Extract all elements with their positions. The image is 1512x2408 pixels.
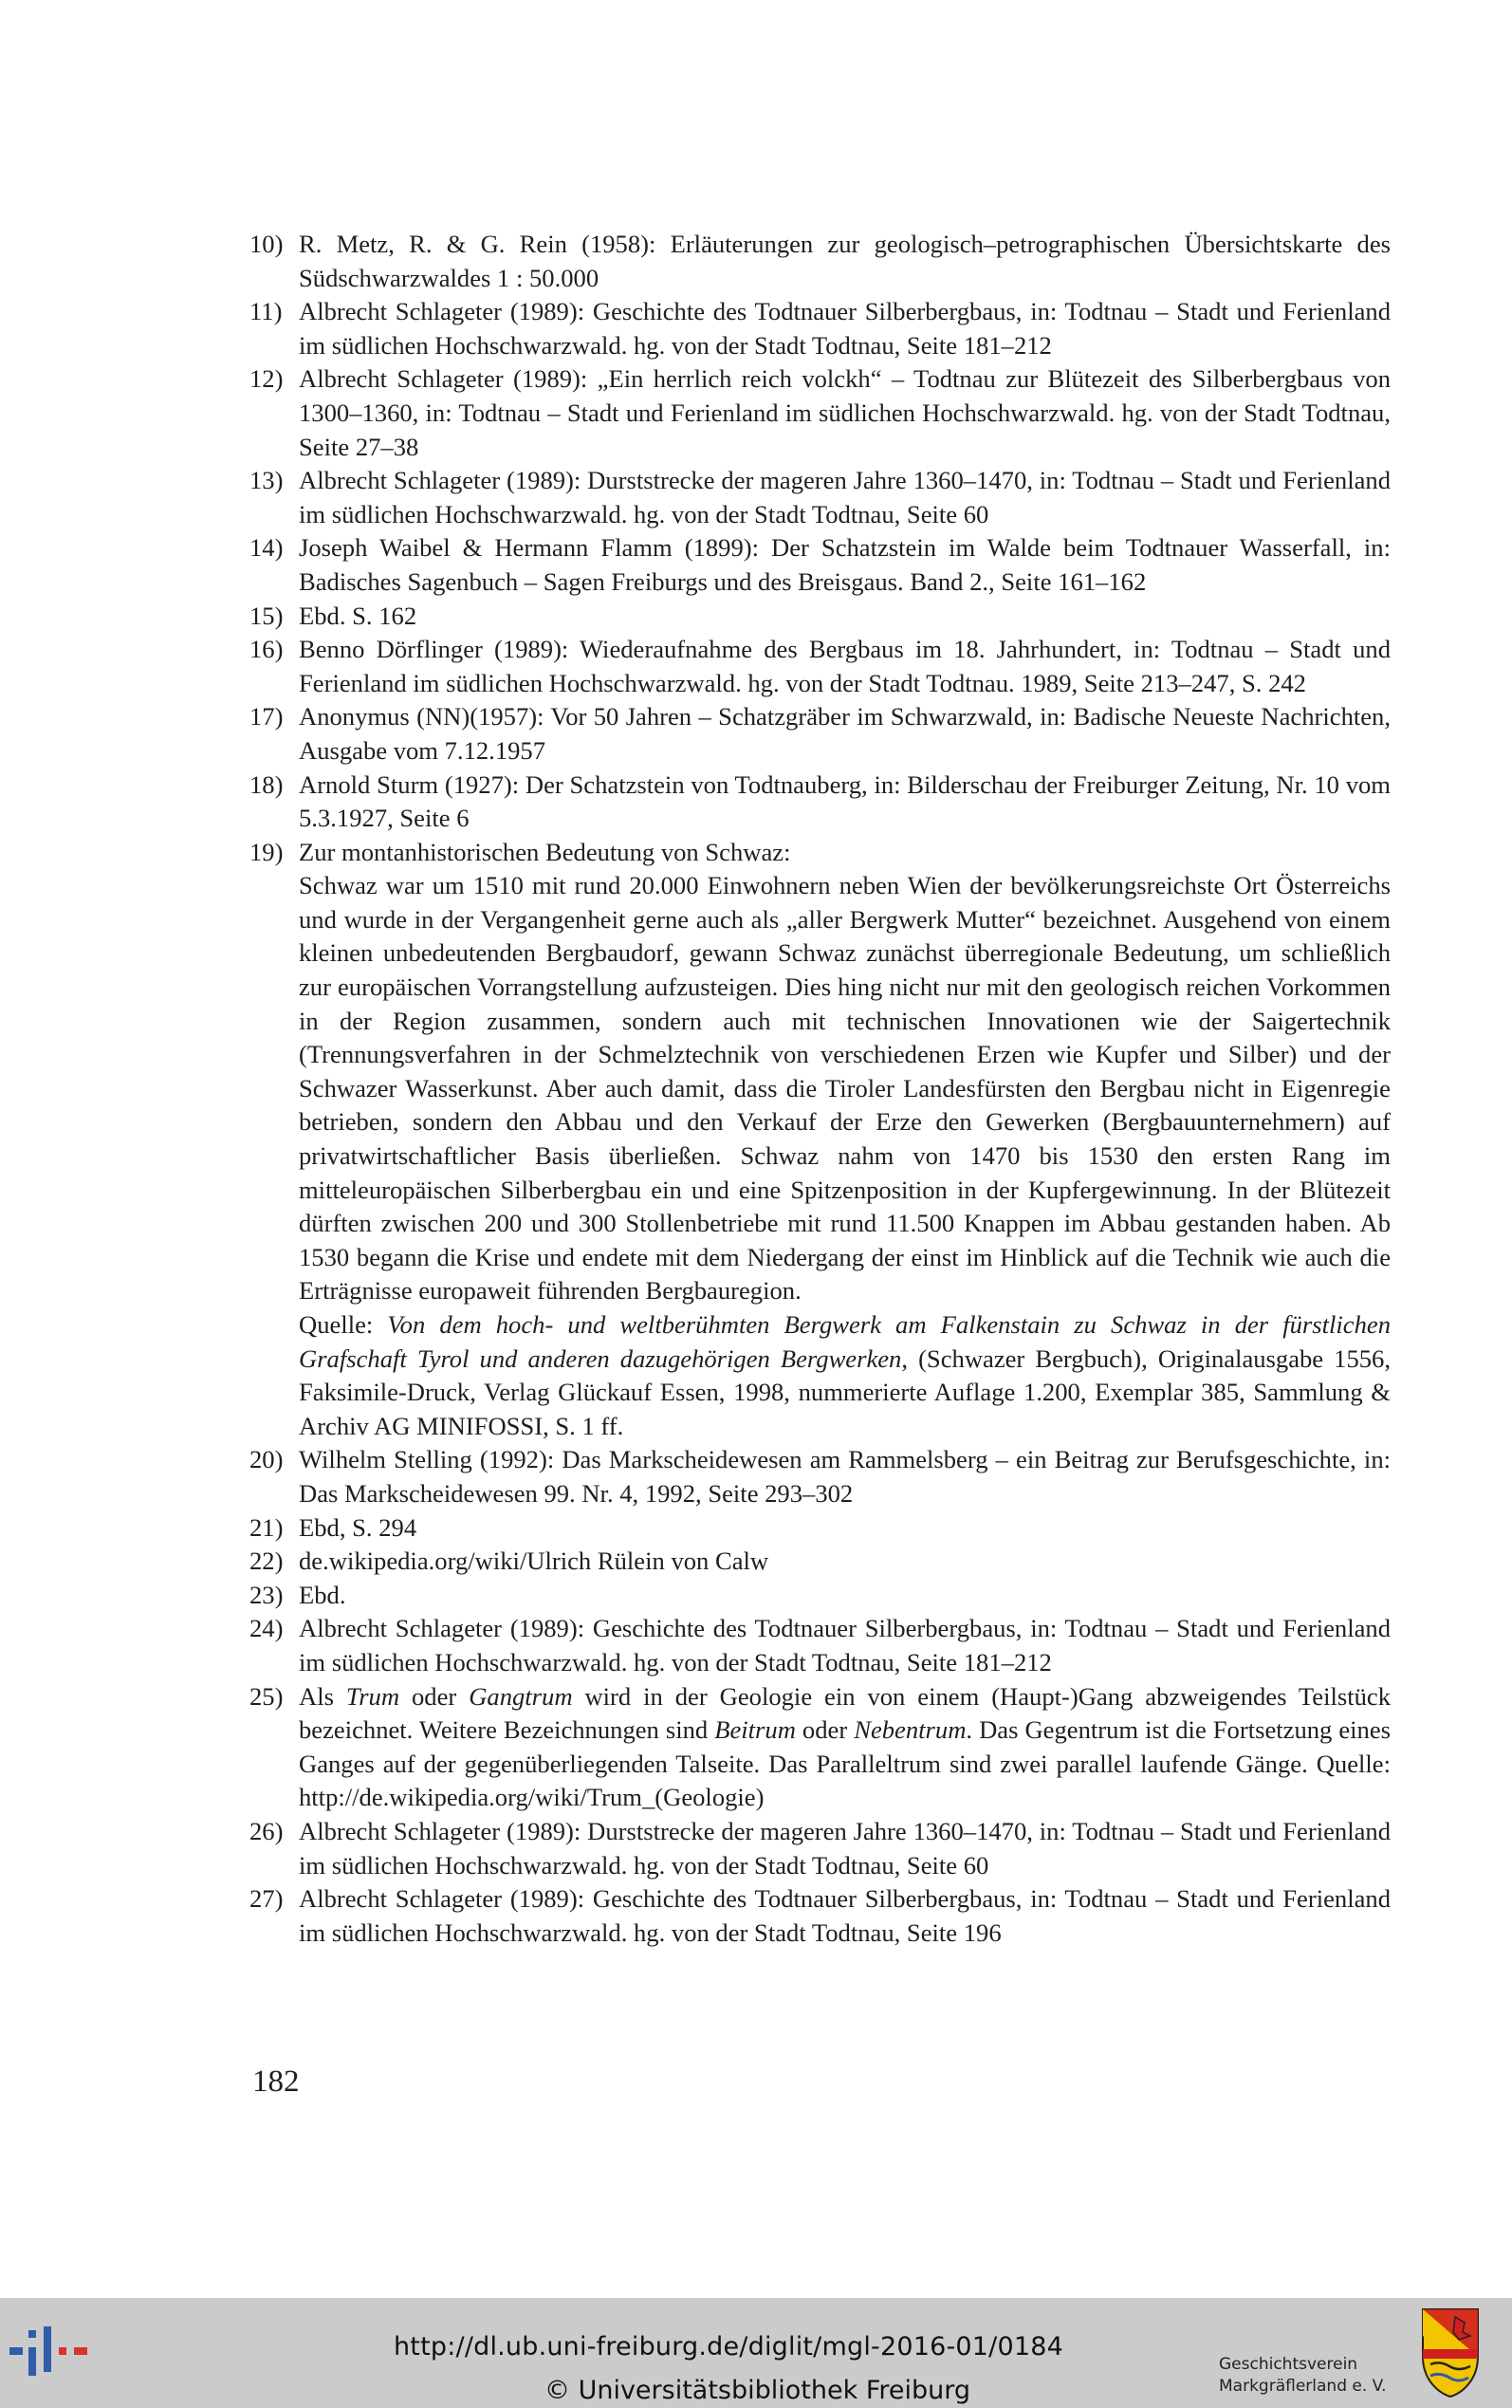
endnote-12 bbox=[249, 362, 1391, 464]
endnote-number: 14) bbox=[249, 533, 284, 563]
endnote-19 bbox=[249, 836, 1391, 1444]
endnote-number: 26) bbox=[249, 1816, 284, 1845]
endnote-number: 22) bbox=[249, 1547, 284, 1576]
endnote-number: 21) bbox=[249, 1512, 284, 1542]
endnote-13 bbox=[249, 464, 1391, 531]
term-trum: Trum bbox=[345, 1681, 400, 1711]
endnote-text: Arnold Sturm (1927): Der Schatzstein von Todtnauberg, in: Bilderschau der Freiburger Zeitung, Nr. 10 vom 5.3.1927, Seite 6 bbox=[299, 769, 1391, 833]
page-number: 182 bbox=[252, 2065, 300, 2099]
endnote-text bbox=[299, 1680, 1391, 1815]
endnote-text: de.wikipedia.org/wiki/Ulrich Rülein von Calw bbox=[299, 1547, 769, 1576]
endnote-23 bbox=[249, 1579, 1391, 1613]
endnote-text: Wilhelm Stelling (1992): Das Markscheidewesen am Rammelsberg – ein Beitrag zur Berufsgeschichte, in: Das Markscheidewesen 99. Nr. 4, 1992, Seite 293–302 bbox=[299, 1445, 1391, 1508]
endnote-text: Albrecht Schlageter (1989): Geschichte des Todtnauer Silberbergbaus, in: Todtnau – Stadt und Ferienland im südlichen Hochschwarzwald. hg. von der Stadt Todtnau, Seite 196 bbox=[299, 1884, 1391, 1947]
text-run: wird in der Geologie ein von einem (Haupt-)Gang abzweigendes Teilstück bezeichnet. Weitere Bezeichnungen sind bbox=[299, 1681, 1391, 1745]
endnote-text: Ebd. bbox=[299, 1580, 346, 1609]
endnote-10 bbox=[249, 228, 1391, 295]
term-beitrum: Beitrum bbox=[714, 1715, 796, 1745]
endnote-text: Albrecht Schlageter (1989): Durststrecke der mageren Jahre 1360–1470, in: Todtnau – Stadt und Ferienland im südlichen Hochschwarzwald. hg. von der Stadt Todtnau, Seite 60 bbox=[299, 466, 1391, 528]
endnote-number: 12) bbox=[249, 364, 284, 394]
term-gangtrum: Gangtrum bbox=[469, 1681, 573, 1711]
text-run: . Das Gegentrum ist die Fortsetzung eines Ganges auf der gegenüberliegenden Talseite. Das Paralleltrum sind zwei parallel laufende Gänge. Quelle: http://de.wikipedia.org/wiki/Trum_(Geologie) bbox=[299, 1715, 1392, 1812]
endnote-text: Benno Dörflinger (1989): Wiederaufnahme des Bergbaus im 18. Jahrhundert, in: Todtnau – Stadt und Ferienland im südlichen Hochschwarzwald. hg. von der Stadt Todtnau. 1989, Seite 213–247, S. 242 bbox=[299, 635, 1391, 697]
endnote-text: Ebd. S. 162 bbox=[299, 601, 417, 630]
endnote-number: 10) bbox=[249, 230, 284, 258]
term-nebentrum: Nebentrum bbox=[854, 1715, 967, 1745]
endnote-26 bbox=[249, 1815, 1391, 1882]
text-run: oder bbox=[399, 1681, 470, 1711]
endnote-text: Albrecht Schlageter (1989): Geschichte des Todtnauer Silberbergbaus, in: Todtnau – Stadt und Ferienland im südlichen Hochschwarzwald. hg. von der Stadt Todtnau, Seite 181–212 bbox=[299, 297, 1391, 360]
endnote-11 bbox=[249, 295, 1391, 362]
source-details: , (Schwazer Bergbuch), Originalausgabe 1556, Faksimile-Druck, Verlag Glückauf Essen, 1998, nummerierte Auflage 1.200, Exemplar 385, Sammlung & Archiv AG MINIFOSSI, S. 1 ff. bbox=[299, 1343, 1391, 1440]
endnote-number: 13) bbox=[249, 466, 284, 495]
endnote-25 bbox=[249, 1680, 1391, 1815]
footer-bar bbox=[0, 2298, 1512, 2408]
endnote-number: 19) bbox=[249, 837, 284, 866]
text-run: oder bbox=[795, 1715, 855, 1745]
endnote-text: Anonymus (NN)(1957): Vor 50 Jahren – Schatzgräber im Schwarzwald, in: Badische Neueste Nachrichten, Ausgabe vom 7.12.1957 bbox=[299, 702, 1391, 765]
text-run: Als bbox=[299, 1681, 346, 1711]
endnote-22 bbox=[249, 1545, 1391, 1579]
endnotes-list bbox=[249, 228, 1391, 1950]
association-region: Markgräflerland e. V. bbox=[1219, 2377, 1387, 2396]
ub-freiburg-logo-icon[interactable] bbox=[9, 2326, 99, 2380]
endnote-number: 11) bbox=[249, 297, 283, 326]
endnote-text: R. Metz, R. & G. Rein (1958): Erläuterungen zur geologisch–petrographischen Übersichtskarte des Südschwarzwaldes 1 : 50.000 bbox=[299, 230, 1391, 292]
endnote-number: 15) bbox=[249, 601, 284, 630]
endnote-17 bbox=[249, 700, 1391, 768]
endnote-text: Joseph Waibel & Hermann Flamm (1899): Der Schatzstein im Walde beim Todtnauer Wasserfall, in: Badisches Sagenbuch – Sagen Freiburgs und des Breisgaus. Band 2., Seite 161–162 bbox=[299, 533, 1391, 596]
endnote-text: Albrecht Schlageter (1989): „Ein herrlich reich volckh“ – Todtnau zur Blütezeit des Silberbergbaus von 1300–1360, in: Todtnau – Stadt und Ferienland im südlichen Hochschwarzwald. hg. von der Stadt Todtnau, Seite 27–38 bbox=[299, 364, 1391, 461]
endnote-14 bbox=[249, 531, 1391, 599]
source-prefix: Quelle: bbox=[299, 1310, 388, 1339]
endnote-text: Albrecht Schlageter (1989): Durststrecke der mageren Jahre 1360–1470, in: Todtnau – Stadt und Ferienland im südlichen Hochschwarzwald. hg. von der Stadt Todtnau, Seite 60 bbox=[299, 1816, 1391, 1880]
endnote-heading: Zur montanhistorischen Bedeutung von Schwaz: bbox=[299, 837, 791, 866]
endnote-source bbox=[299, 1308, 1391, 1443]
endnote-number: 24) bbox=[249, 1614, 284, 1643]
source-title: Von dem hoch- und weltberühmten Bergwerk am Falkenstain zu Schwaz in der fürstlichen Grafschaft Tyrol und anderen dazugehörigen Bergwerken bbox=[299, 1310, 1391, 1373]
endnote-body: Schwaz war um 1510 mit rund 20.000 Einwohnern neben Wien der bevölkerungsreichste Ort Österreichs und wurde in der Vergangenheit gerne auch als „aller Bergwerk Mutter“ bezeichnet. Ausgehend von einem kleinen unbedeutenden Bergbaudorf, gewann Schwaz zunächst überregionale Bedeutung, um schließlich zur europäischen Vorrangstellung aufzusteigen. Dies hing nicht nur mit den geologisch reichen Vorkommen in der Region zusammen, sondern auch mit technischen Innovationen wie der Saigertechnik (Trennungsverfahren in der Schmelztechnik von verschiedenen Erzen wie Kupfer und Silber) und der Schwazer Wasserkunst. Aber auch damit, dass die Tiroler Landesfürsten den Bergbau nicht in Eigenregie betrieben, sondern den Abbau und den Verkauf der Erze den Gewerken (Bergbauunternehmern) auf privatwirtschaftlicher Basis überließen. Schwaz nahm von 1470 bis 1530 den ersten Rang im mitteleuropäischen Silberbergbau ein und eine Spitzenposition in der Kupfergewinnung. In der Blütezeit dürften zwischen 200 und 300 Stollenbetriebe mit rund 11.500 Knappen im Abbau gestanden haben. Ab 1530 begann die Krise und endete mit dem Niedergang der einst im Hinblick auf die Technik wie auch die Erträgnisse europaweit führenden Bergbauregion. bbox=[299, 871, 1391, 1306]
endnote-number: 18) bbox=[249, 769, 284, 799]
endnote-18 bbox=[249, 769, 1391, 836]
endnote-21 bbox=[249, 1511, 1391, 1546]
endnote-text: Ebd, S. 294 bbox=[299, 1512, 417, 1542]
coat-of-arms-icon[interactable] bbox=[1421, 2307, 1480, 2399]
endnote-number: 20) bbox=[249, 1445, 284, 1474]
endnote-text: Albrecht Schlageter (1989): Geschichte des Todtnauer Silberbergbaus, in: Todtnau – Stadt und Ferienland im südlichen Hochschwarzwald. hg. von der Stadt Todtnau, Seite 181–212 bbox=[299, 1614, 1391, 1676]
endnote-24 bbox=[249, 1612, 1391, 1679]
endnote-15 bbox=[249, 600, 1391, 634]
endnote-number: 17) bbox=[249, 702, 284, 732]
endnote-number: 16) bbox=[249, 635, 284, 664]
endnote-number: 23) bbox=[249, 1580, 284, 1609]
association-name: Geschichtsverein bbox=[1219, 2355, 1358, 2374]
endnote-27 bbox=[249, 1882, 1391, 1950]
copyright-text: © Universitätsbibliothek Freiburg bbox=[544, 2376, 971, 2405]
endnote-16 bbox=[249, 633, 1391, 700]
endnote-number: 27) bbox=[249, 1884, 284, 1914]
endnote-number: 25) bbox=[249, 1681, 284, 1711]
endnote-20 bbox=[249, 1443, 1391, 1510]
document-url-link[interactable]: http://dl.ub.uni-freiburg.de/diglit/mgl-2016-01/0184 bbox=[394, 2332, 1063, 2362]
